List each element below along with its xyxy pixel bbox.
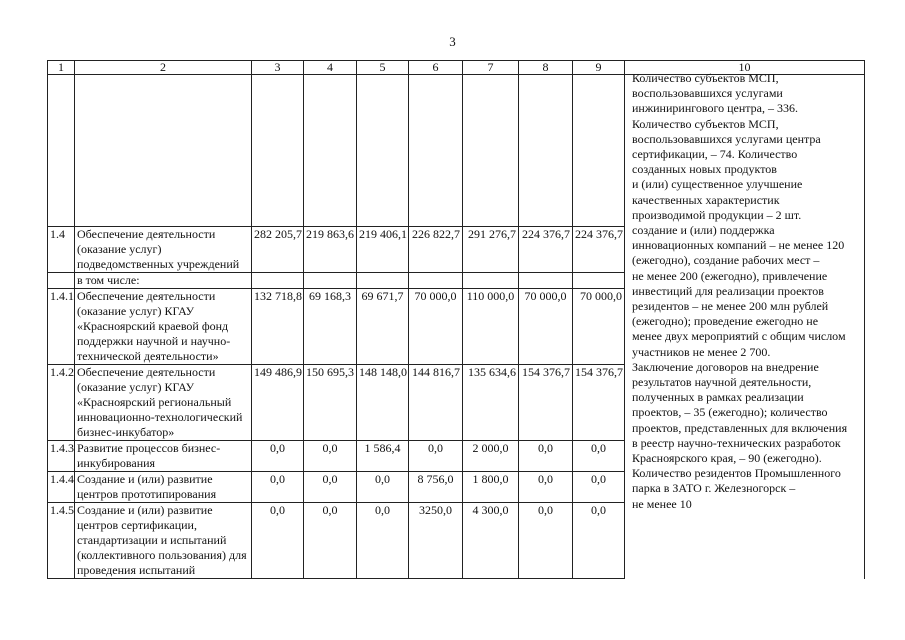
value-cell: 0,0	[357, 472, 409, 503]
col10-line: парка в ЗАТО г. Железногорск –	[632, 481, 796, 496]
col10-line: созданных новых продуктов	[632, 162, 777, 177]
value-cell: 8 756,0	[409, 472, 463, 503]
value-cell: 148 148,0	[357, 365, 409, 441]
header-cell: 10	[625, 61, 865, 75]
col10-line: инвестиций для реализации проектов	[632, 283, 824, 298]
value-cell: 69 671,7	[357, 289, 409, 365]
col10-line: Количество резидентов Промышленного	[632, 466, 841, 481]
value-cell: 0,0	[519, 472, 573, 503]
col10-line: проектов, – 35 (ежегодно); количество	[632, 405, 828, 420]
row-number: 1.4.4	[48, 472, 75, 503]
value-cell: 1 800,0	[463, 472, 519, 503]
col10-line: производимой продукции – 2 шт.	[632, 207, 802, 222]
col10-line: полученных в рамках реализации	[632, 390, 804, 405]
row-number: 1.4.2	[48, 365, 75, 441]
value-cell: 226 822,7	[409, 227, 463, 273]
value-cell: 0,0	[573, 441, 625, 472]
value-cell: 0,0	[252, 441, 304, 472]
value-cell: 0,0	[304, 441, 357, 472]
row-number: 1.4.3	[48, 441, 75, 472]
value-cell: 0,0	[409, 441, 463, 472]
col10-line: создание и (или) поддержка	[632, 223, 775, 238]
value-cell: 0,0	[519, 503, 573, 579]
value-cell: 154 376,7	[519, 365, 573, 441]
row-name: Обеспечение деятельности (оказание услуг) КГАУ «Красноярский региональный инновационно-технологический бизнес-инкубатор»	[75, 365, 252, 441]
row-number: 1.4.5	[48, 503, 75, 579]
value-cell: 110 000,0	[463, 289, 519, 365]
col10-line: воспользовавшихся услугами центра	[632, 131, 821, 146]
row-name: Создание и (или) развитие центров прототипирования	[75, 472, 252, 503]
col10-line: менее двух мероприятий с общим числом	[632, 329, 846, 344]
value-cell: 282 205,7	[252, 227, 304, 273]
value-cell: 144 816,7	[409, 365, 463, 441]
header-cell: 1	[48, 61, 75, 75]
value-cell: 0,0	[252, 503, 304, 579]
header-cell: 6	[409, 61, 463, 75]
header-cell: 9	[573, 61, 625, 75]
value-cell: 224 376,7	[573, 227, 625, 273]
col10-line: воспользовавшихся услугами	[632, 86, 783, 101]
value-cell: 0,0	[573, 503, 625, 579]
page-number: 3	[449, 34, 456, 49]
header-cell: 8	[519, 61, 573, 75]
header-cell: 7	[463, 61, 519, 75]
value-cell: 149 486,9	[252, 365, 304, 441]
value-cell: 1 586,4	[357, 441, 409, 472]
row-number	[48, 273, 75, 289]
value-cell: 2 000,0	[463, 441, 519, 472]
column-10-text	[632, 71, 864, 512]
value-cell: 135 634,6	[463, 365, 519, 441]
col10-line: не менее 10	[632, 496, 692, 511]
col10-line: Количество субъектов МСП,	[632, 71, 779, 85]
value-cell: 132 718,8	[252, 289, 304, 365]
header-cell: 2	[75, 61, 252, 75]
value-cell: 4 300,0	[463, 503, 519, 579]
value-cell: 0,0	[519, 441, 573, 472]
col10-line: в реестр научно-технических разработок	[632, 435, 841, 450]
value-cell: 3250,0	[409, 503, 463, 579]
value-cell: 0,0	[304, 503, 357, 579]
col10-line: участников не менее 2 700.	[632, 344, 771, 359]
row-name: Обеспечение деятельности (оказание услуг) подведомственных учреждений	[75, 227, 252, 273]
col10-line: инжинирингового центра, – 336.	[632, 101, 798, 116]
row-number: 1.4	[48, 227, 75, 273]
value-cell: 0,0	[252, 472, 304, 503]
value-cell: 291 276,7	[463, 227, 519, 273]
value-cell: 219 406,1	[357, 227, 409, 273]
header-cell: 5	[357, 61, 409, 75]
value-cell: 0,0	[304, 472, 357, 503]
value-cell: 154 376,7	[573, 365, 625, 441]
row-name: в том числе:	[75, 273, 252, 289]
value-cell: 70 000,0	[409, 289, 463, 365]
row-number: 1.4.1	[48, 289, 75, 365]
col10-line: Заключение договоров на внедрение	[632, 359, 819, 374]
value-cell: 0,0	[357, 503, 409, 579]
value-cell: 0,0	[573, 472, 625, 503]
row-name: Создание и (или) развитие центров сертификации, стандартизации и испытаний (коллективного пользования) для проведения испытаний	[75, 503, 252, 579]
col10-line: проектов, представленных для включения	[632, 420, 848, 435]
col10-line: (ежегодно); проведение ежегодно не	[632, 314, 819, 329]
header-cell: 3	[252, 61, 304, 75]
col10-line: и (или) существенное улучшение	[632, 177, 803, 192]
value-cell: 70 000,0	[519, 289, 573, 365]
header-cell: 4	[304, 61, 357, 75]
value-cell: 70 000,0	[573, 289, 625, 365]
value-cell: 69 168,3	[304, 289, 357, 365]
value-cell: 150 695,3	[304, 365, 357, 441]
value-cell: 219 863,6	[304, 227, 357, 273]
row-name: Развитие процессов бизнес-инкубирования	[75, 441, 252, 472]
col10-line: сертификации, – 74. Количество	[632, 147, 798, 162]
col10-line: результатов научной деятельности,	[632, 375, 812, 390]
col10-line: инновационных компаний – не менее 120	[632, 238, 845, 253]
col10-line: Количество субъектов МСП,	[632, 116, 779, 131]
row-name: Обеспечение деятельности (оказание услуг) КГАУ «Красноярский краевой фонд поддержки научной и научно-технической деятельности»	[75, 289, 252, 365]
value-cell: 224 376,7	[519, 227, 573, 273]
col10-line: резидентов – не менее 200 млн рублей	[632, 299, 829, 314]
col10-line: (ежегодно), создание рабочих мест –	[632, 253, 820, 268]
col10-line: качественных характеристик	[632, 192, 780, 207]
col10-line: Красноярского края, – 90 (ежегодно).	[632, 451, 822, 466]
col10-line: не менее 200 (ежегодно), привлечение	[632, 268, 828, 283]
